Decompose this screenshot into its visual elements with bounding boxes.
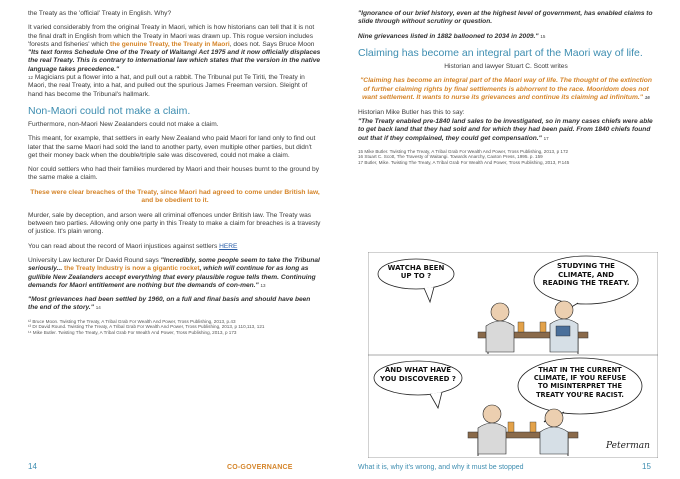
breach-callout: These were clear breaches of the Treaty, since Maori had agreed to come under British law, and be obedient to it. xyxy=(30,188,320,205)
footnote-14: ¹⁴ Mike Butler. Twisting The Treaty, A Tribal Grab For Wealth And Power, Tross Publishing, 2013, p 173 xyxy=(28,329,237,335)
footnote-17: 17 Butler, Mike. Twisting The Treaty, A Tribal Grab For Wealth And Power, Tross Publishing, 2013, P.145 xyxy=(358,160,570,166)
footnote-12: ¹² Bruce Moon. Twisting The Treaty, A Tribal Grab For Wealth And Power, Tross Publishing, 2013, p.43 xyxy=(28,318,236,324)
cartoonist-signature: Peterman xyxy=(606,441,650,451)
gigantic-rocket-highlight: the Treaty Industry is now a gigantic rocket xyxy=(64,265,200,273)
para-non-maori: Furthermore, non-Maori New Zealanders could not make a claim. xyxy=(28,120,219,128)
moon-quote: "Its text forms Schedule One of the Treaty of Waitangi Act 1975 and it now officially displaces the real Treaty. This is contrary to international law which states that the version in the native language takes precedence." xyxy=(28,49,321,73)
para-grievances-settled: "Most grievances had been settled by 1960, on a full and final basis and should have been the end of the story." $^{14}$ xyxy=(28,296,311,312)
para-settlers-land: This meant, for example, that settlers in early New Zealand who paid Maori for land only to find out later that the same Maori had sold the land to another party, even multiple other parties, but didn't get their money back when the double/triple sale was discovered, could not make a claim. xyxy=(28,135,316,159)
footnote-ref-13: 13 xyxy=(260,282,266,288)
right-page-number: 15 xyxy=(642,462,651,471)
right-footer-tagline: What it is, why it's wrong, and why it must be stopped xyxy=(358,464,524,471)
scott-quote: "Claiming has become an integral part of the Maori way of life. The thought of the extinction of further claiming rights by final settlements is abhorrent to the race. Mooridom does not want settlement. It wants to nurse its grievances and continue its claiming ad infinitum." $^{16}$ xyxy=(360,77,652,102)
quote-nine-grievances: Nine grievances listed in 1882 ballooned to 2034 in 2009." $^{15}$ xyxy=(358,32,546,40)
editorial-cartoon xyxy=(368,252,658,458)
intro-text: the Treaty as the 'official' Treaty in English. Why? xyxy=(28,10,172,17)
footnote-ref-15: 15 xyxy=(540,33,546,39)
footnote-ref-16: 16 xyxy=(644,95,650,101)
left-page-number: 14 xyxy=(28,462,37,471)
bubble-2-text: STUDYING THE CLIMATE, AND READING THE TREATY. xyxy=(542,262,630,287)
heading-non-maori: Non-Maori could not make a claim. xyxy=(28,104,191,117)
footnote-ref-17: 17 xyxy=(543,135,549,141)
bubble-3-text: AND WHAT HAVE YOU DISCOVERED ? xyxy=(380,366,456,383)
rogue-version-paragraph: It varied considerably from the original Treaty in Maori, which is how historians can tell that it is not the final draft in English from which the Treaty in Maori was drawn up. This rogue version includes 'forests and fisheries' which the genuine Treaty, the Treaty in Maori, does not. Says Bruce Moon "Its text forms Schedule One of the Treaty of Waitangi Act 1975 and it now officially displaces the real Treaty. This is contrary to international law which states that the version in the native language takes precedence." $^{12}$ Magicians put a flower into a hat, and pull out a rabbit. The Tribunal put Te Tiriti, the Treaty in Maori, the real Treaty, into a hat, and pulled out the spurious James Freeman version. Sleight of hand has become the Tribunal's hallmark. xyxy=(28,24,321,98)
bubble-4-text: THAT IN THE CURRENT CLIMATE, IF YOU REFUSE TO MISINTERPRET THE TREATY YOU'RE RACIST. xyxy=(533,366,627,399)
quote-ignorance: "Ignorance of our brief history, even at the highest level of government, has enabled claims to slide through without scrutiny or question. xyxy=(358,10,653,26)
right-footnotes xyxy=(358,149,654,166)
butler-intro: Historian Mike Butler has this to say: xyxy=(358,108,465,116)
footnote-15: 15 Mike Butler. Twisting The Treaty, A Tribal Grab For Wealth And Power, Tross Publishing, 2013, p 172 xyxy=(358,148,569,154)
heading-claiming: Claiming has become an integral part of the Maori way of life. xyxy=(358,46,643,59)
footnote-ref-12: 12 xyxy=(28,75,34,81)
footnote-ref-14: 14 xyxy=(95,305,101,311)
left-footer-title: CO-GOVERNANCE xyxy=(227,464,293,471)
para-read-injustices: You can read about the record of Maori injustices against settlers HERE xyxy=(28,242,238,250)
scott-intro: Historian and lawyer Stuart C. Scott writes xyxy=(444,62,568,70)
genuine-treaty-highlight: the genuine Treaty, the Treaty in Maori xyxy=(110,40,230,48)
para-round-quote: University Law lecturer Dr David Round says "Incredibly, some people seem to take the Tribunal seriously... the Treaty Industry is now a gigantic rocket, which will continue for as long as gullible New Zealanders accept everything that every plausible rogue tells them. Continuing demands for Maori entitlement are nothing but the demands of con-men." $^{13}$ xyxy=(28,256,320,289)
left-footnotes xyxy=(28,319,322,336)
book-icon xyxy=(556,326,570,336)
footnote-13: ¹³ Dr David Round. Twisting The Treaty, A Tribal Grab For Wealth And Power, Tross Publishing, 2013, p 110,113, 121 xyxy=(28,324,265,330)
bubble-1-text: WATCHA BEEN UP TO ? xyxy=(387,264,445,280)
para-settlers-murdered: Nor could settlers who had their families murdered by Maori and their houses burnt to the ground by the same make a claim. xyxy=(28,166,320,182)
para-criminal-offences: Murder, sale by deception, and arson were all criminal offences under British law. The Treaty was between two parties. Allowing only one party in this Treaty to make a claim for breaches is a travesty of justice. It's plain wrong. xyxy=(28,211,321,236)
here-link[interactable]: HERE xyxy=(219,242,238,250)
butler-quote: "The Treaty enabled pre-1840 land sales to be investigated, so in many cases chiefs were able to get back land that they had sold and for which they had been paid. From 1840 chiefs found out that if they complained, they could get compensation." $^{17}$ xyxy=(358,117,653,142)
footnote-16: 16 Stuart C. Scott, The Travesty of Waitangi. Towards Anarchy, Caxton Press, 1995. p. 159 xyxy=(358,154,543,160)
